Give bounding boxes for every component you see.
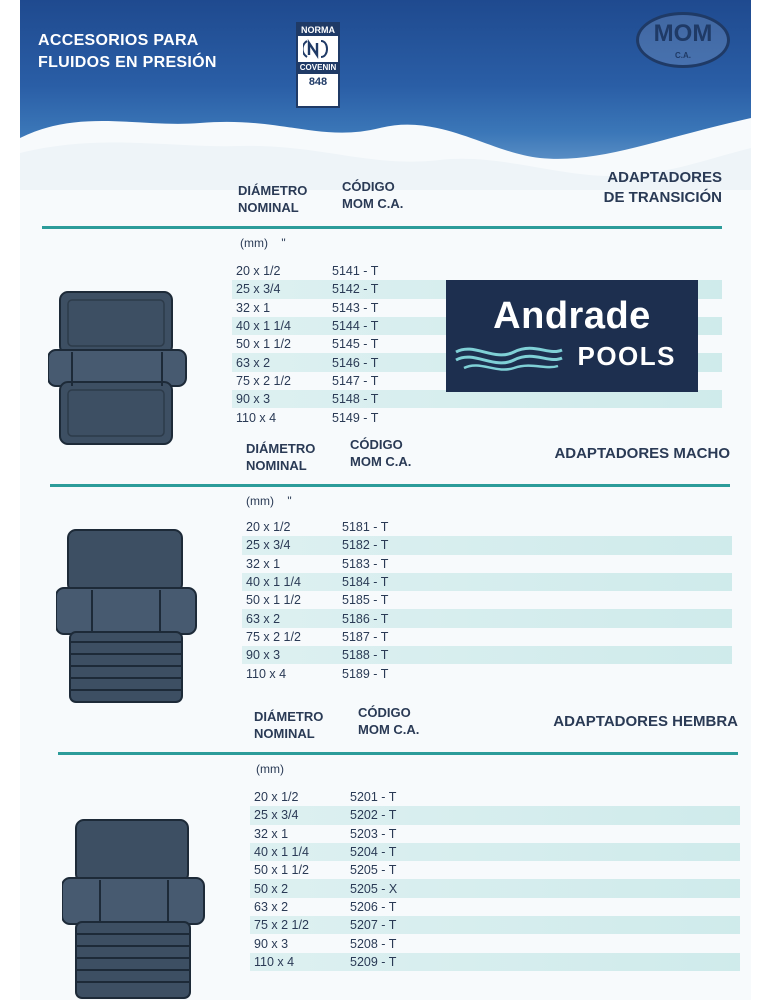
diameter-cell: 63 x 2	[254, 899, 289, 914]
diameter-cell: 75 x 2 1/2	[254, 918, 309, 933]
code-cell: 5207 - T	[350, 918, 397, 933]
code-cell: 5142 - T	[332, 282, 379, 297]
col-head-codigo: CÓDIGO MOM C.A.	[358, 705, 420, 737]
col-head-codigo: CÓDIGO MOM C.A.	[342, 179, 404, 211]
table-rows	[250, 788, 740, 971]
section-title: ADAPTADORES MACHO	[554, 445, 730, 462]
header-title	[38, 30, 217, 74]
table-row	[232, 408, 722, 426]
table-row	[242, 555, 732, 573]
table-row	[250, 843, 740, 861]
diameter-cell: 32 x 1	[254, 826, 289, 841]
diameter-cell: 25 x 3/4	[254, 808, 299, 823]
code-cell: 5201 - T	[350, 790, 397, 805]
col-head-diametro: DIÁMETRO NOMINAL	[246, 441, 316, 473]
col-head-diametro: DIÁMETRO NOMINAL	[254, 709, 324, 741]
section-title: ADAPTADORES HEMBRA	[553, 713, 738, 730]
header-title-line2: FLUIDOS EN PRESIÓN	[38, 54, 217, 71]
table-row	[242, 664, 732, 682]
code-cell: 5208 - T	[350, 936, 397, 951]
code-cell: 5183 - T	[342, 556, 389, 571]
norma-covenin-seal	[296, 22, 340, 108]
diameter-cell: 40 x 1 1/4	[254, 845, 309, 860]
diameter-cell: 63 x 2	[246, 611, 281, 626]
code-cell: 5205 - T	[350, 863, 397, 878]
code-cell: 5206 - T	[350, 899, 397, 914]
table-row	[242, 628, 732, 646]
diameter-cell: 110 x 4	[236, 410, 277, 425]
unit-label: (mm)	[256, 762, 284, 776]
norma-covenin-label: COVENIN	[299, 63, 337, 72]
table-row	[242, 518, 732, 536]
section-rule	[50, 484, 730, 487]
table-row	[242, 573, 732, 591]
adaptador-hembra-image	[62, 818, 206, 1000]
diameter-cell: 50 x 1 1/2	[254, 863, 309, 878]
adaptador-transicion-image	[48, 290, 188, 450]
code-cell: 5202 - T	[350, 808, 397, 823]
code-cell: 5148 - T	[332, 392, 379, 407]
table-row	[250, 934, 740, 952]
table-row	[250, 879, 740, 897]
code-cell: 5209 - T	[350, 954, 397, 969]
table-row	[242, 536, 732, 554]
diameter-cell: 25 x 3/4	[236, 282, 281, 297]
brand-sub: POOLS	[577, 341, 676, 371]
section-rule	[42, 226, 722, 229]
norma-label: NORMA	[298, 24, 338, 36]
code-cell: 5145 - T	[332, 337, 379, 352]
code-cell: 5141 - T	[332, 264, 379, 279]
diameter-cell: 20 x 1/2	[254, 790, 299, 805]
diameter-cell: 40 x 1 1/4	[246, 575, 301, 590]
table-row	[250, 788, 740, 806]
code-cell: 5149 - T	[332, 410, 379, 425]
diameter-cell: 63 x 2	[236, 355, 271, 370]
code-cell: 5184 - T	[342, 575, 389, 590]
code-cell: 5146 - T	[332, 355, 379, 370]
diameter-cell: 32 x 1	[246, 556, 281, 571]
code-cell: 5144 - T	[332, 319, 379, 334]
diameter-cell: 90 x 3	[236, 392, 271, 407]
code-cell: 5181 - T	[342, 520, 389, 535]
diameter-cell: 110 x 4	[254, 954, 295, 969]
table-row	[232, 390, 722, 408]
unit-label: (mm) "	[240, 236, 286, 250]
table-row	[242, 591, 732, 609]
diameter-cell: 32 x 1	[236, 300, 271, 315]
adaptador-macho-image	[56, 528, 198, 706]
table-row	[242, 646, 732, 664]
section-title: ADAPTADORES DE TRANSICIÓN	[603, 169, 722, 206]
diameter-cell: 90 x 3	[246, 648, 281, 663]
code-cell: 5143 - T	[332, 300, 379, 315]
col-head-codigo: CÓDIGO MOM C.A.	[350, 437, 412, 469]
code-cell: 5188 - T	[342, 648, 389, 663]
code-cell: 5182 - T	[342, 538, 389, 553]
code-cell: 5204 - T	[350, 845, 397, 860]
code-cell: 5189 - T	[342, 666, 389, 681]
section-adaptadores-hembra	[20, 704, 751, 1000]
code-cell: 5187 - T	[342, 629, 389, 644]
mom-logo	[636, 12, 730, 68]
col-head-diametro: DIÁMETRO NOMINAL	[238, 183, 308, 215]
diameter-cell: 25 x 3/4	[246, 538, 291, 553]
logo-name: MOM	[653, 20, 713, 47]
diameter-cell: 20 x 1/2	[246, 520, 291, 535]
diameter-cell: 40 x 1 1/4	[236, 319, 291, 334]
diameter-cell: 50 x 1 1/2	[236, 337, 291, 352]
unit-label: (mm) "	[246, 494, 292, 508]
code-cell: 5203 - T	[350, 826, 397, 841]
diameter-cell: 20 x 1/2	[236, 264, 281, 279]
norma-symbol-icon	[298, 36, 338, 62]
logo-suffix: C.A.	[675, 51, 691, 60]
table-row	[250, 953, 740, 971]
diameter-cell: 90 x 3	[254, 936, 289, 951]
catalog-page	[20, 0, 751, 1000]
code-cell: 5185 - T	[342, 593, 389, 608]
brand-name: Andrade	[493, 295, 651, 337]
diameter-cell: 50 x 1 1/2	[246, 593, 301, 608]
table-row	[250, 806, 740, 824]
header-title-line1: ACCESORIOS PARA	[38, 32, 199, 49]
diameter-cell: 75 x 2 1/2	[246, 629, 301, 644]
table-row	[250, 825, 740, 843]
table-row	[250, 916, 740, 934]
andrade-pools-logo	[446, 280, 698, 392]
code-cell: 5205 - X	[350, 881, 398, 896]
table-row	[232, 262, 722, 280]
table-row	[250, 861, 740, 879]
section-adaptadores-macho	[20, 437, 751, 702]
diameter-cell: 110 x 4	[246, 666, 287, 681]
table-row	[242, 609, 732, 627]
header-banner	[20, 0, 751, 190]
table-row	[250, 898, 740, 916]
code-cell: 5186 - T	[342, 611, 389, 626]
diameter-cell: 50 x 2	[254, 881, 289, 896]
wave-icon	[454, 342, 564, 372]
norma-number: 848	[308, 76, 328, 88]
section-rule	[58, 752, 738, 755]
diameter-cell: 75 x 2 1/2	[236, 373, 291, 388]
table-rows	[242, 518, 732, 683]
code-cell: 5147 - T	[332, 373, 379, 388]
